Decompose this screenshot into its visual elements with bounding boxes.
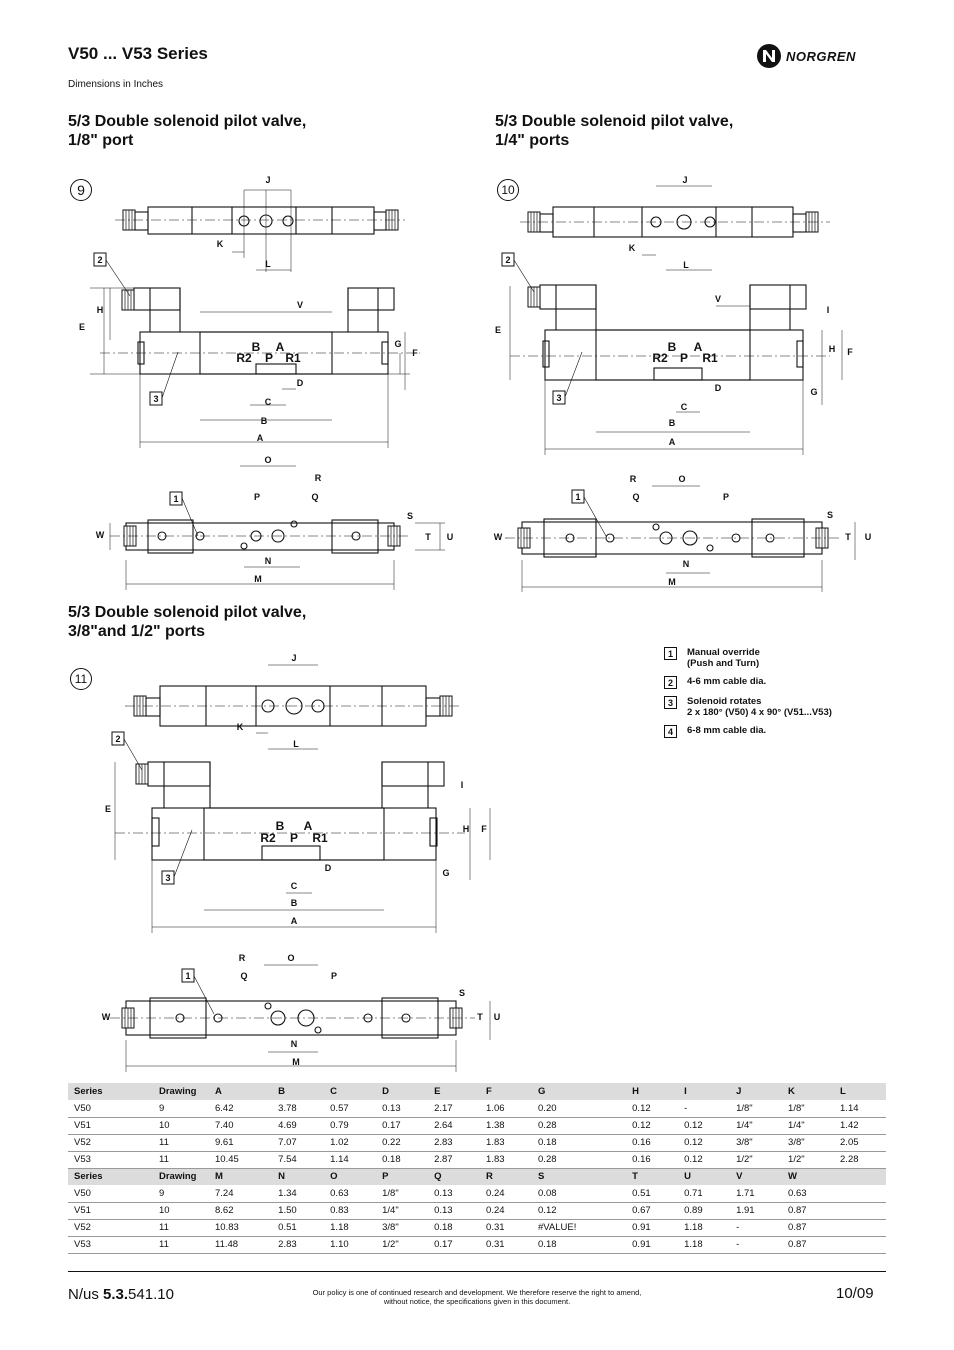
table-cell: 0.63 bbox=[782, 1185, 834, 1202]
leader-lines bbox=[106, 260, 606, 1014]
table-cell: 9 bbox=[153, 1185, 209, 1202]
svg-text:E: E bbox=[78, 322, 86, 332]
svg-text:O: O bbox=[287, 953, 295, 963]
table-cell: 2.05 bbox=[834, 1134, 886, 1151]
table-header-cell: P bbox=[376, 1168, 428, 1185]
table-header-row bbox=[68, 1168, 886, 1185]
table-header-cell: Drawing bbox=[153, 1168, 209, 1185]
svg-text:K: K bbox=[236, 722, 244, 732]
table-cell: 0.28 bbox=[532, 1117, 626, 1134]
callout-2-d9: 2 bbox=[97, 255, 103, 265]
table-cell: 0.20 bbox=[532, 1100, 626, 1117]
svg-text:N: N bbox=[682, 559, 690, 569]
table-cell: 1.38 bbox=[480, 1117, 532, 1134]
drawing-11-bottom-view bbox=[110, 965, 490, 1072]
svg-text:D: D bbox=[324, 863, 332, 873]
svg-text:S: S bbox=[458, 988, 466, 998]
svg-text:P: P bbox=[679, 351, 689, 365]
svg-text:R: R bbox=[238, 953, 246, 963]
table-row bbox=[68, 1185, 886, 1202]
footer-disclaimer: Our policy is one of continued research and development. We therefore reserve the right to amend, without notice, the specifications given in this document. bbox=[312, 1288, 642, 1306]
svg-text:J: J bbox=[265, 175, 271, 185]
table-cell: #VALUE! bbox=[532, 1219, 626, 1236]
table-cell bbox=[834, 1202, 886, 1219]
table-cell: 10 bbox=[153, 1117, 209, 1134]
svg-text:R2: R2 bbox=[652, 351, 668, 365]
svg-text:Q: Q bbox=[311, 492, 319, 502]
table-cell: 1/8" bbox=[376, 1185, 428, 1202]
svg-text:R2: R2 bbox=[236, 351, 252, 365]
table-cell: 7.07 bbox=[272, 1134, 324, 1151]
svg-text:T: T bbox=[425, 532, 431, 542]
svg-text:O: O bbox=[264, 455, 272, 465]
callout-2-d11: 2 bbox=[115, 734, 121, 744]
svg-text:J: J bbox=[291, 653, 297, 663]
table-cell: 1.50 bbox=[272, 1202, 324, 1219]
table-cell: 1.14 bbox=[324, 1151, 376, 1168]
page-title: V50 ... V53 Series bbox=[68, 44, 208, 63]
table-header-cell: M bbox=[209, 1168, 272, 1185]
table-cell: 0.71 bbox=[678, 1185, 730, 1202]
table-cell: 7.24 bbox=[209, 1185, 272, 1202]
table-cell: 0.87 bbox=[782, 1236, 834, 1253]
table-cell: 6.42 bbox=[209, 1100, 272, 1117]
table-row bbox=[68, 1134, 886, 1151]
drawing-9-bottom-view bbox=[110, 466, 445, 590]
table-header-cell: U bbox=[678, 1168, 730, 1185]
table-cell: 7.40 bbox=[209, 1117, 272, 1134]
callout-3-d9: 3 bbox=[153, 394, 159, 404]
table-cell: 0.17 bbox=[376, 1117, 428, 1134]
drawing-number-9: 9 bbox=[70, 179, 92, 201]
svg-text:N: N bbox=[264, 556, 272, 566]
table-header-cell: V bbox=[730, 1168, 782, 1185]
svg-text:M: M bbox=[254, 574, 262, 584]
svg-text:B: B bbox=[251, 340, 261, 354]
table-cell bbox=[834, 1236, 886, 1253]
table-cell: 0.57 bbox=[324, 1100, 376, 1117]
svg-text:B: B bbox=[275, 819, 285, 833]
svg-text:A: A bbox=[693, 340, 703, 354]
table-cell: 3/8" bbox=[730, 1134, 782, 1151]
table-cell: 1.83 bbox=[480, 1134, 532, 1151]
callout-1-d9: 1 bbox=[173, 494, 179, 504]
table-cell: 1.06 bbox=[480, 1100, 532, 1117]
drawing-10-top-view bbox=[520, 186, 830, 270]
svg-text:F: F bbox=[481, 824, 487, 834]
dimensions-table bbox=[68, 1083, 886, 1254]
table-cell: 3/8" bbox=[782, 1134, 834, 1151]
table-cell: 1.18 bbox=[678, 1219, 730, 1236]
table-cell: 0.12 bbox=[532, 1202, 626, 1219]
svg-text:K: K bbox=[216, 239, 224, 249]
table-header-row bbox=[68, 1083, 886, 1100]
section-title-11: 5/3 Double solenoid pilot valve, 3/8"and 1/2" ports bbox=[68, 604, 307, 640]
section-title-9: 5/3 Double solenoid pilot valve, 1/8" port bbox=[68, 113, 307, 149]
drawing-10-side-view bbox=[510, 285, 842, 455]
svg-text:I: I bbox=[460, 780, 464, 790]
svg-text:G: G bbox=[442, 868, 450, 878]
table-header-cell: G bbox=[532, 1083, 626, 1100]
table-cell: 0.63 bbox=[324, 1185, 376, 1202]
svg-text:S: S bbox=[406, 511, 414, 521]
table-cell: 0.67 bbox=[626, 1202, 678, 1219]
table-cell: 0.16 bbox=[626, 1151, 678, 1168]
callout-3-d10: 3 bbox=[556, 393, 562, 403]
table-cell: 1.91 bbox=[730, 1202, 782, 1219]
table-header-cell: A bbox=[209, 1083, 272, 1100]
svg-text:P: P bbox=[289, 831, 299, 845]
legend bbox=[664, 647, 894, 745]
section-title-10: 5/3 Double solenoid pilot valve, 1/4" ports bbox=[495, 113, 734, 149]
table-cell: 0.22 bbox=[376, 1134, 428, 1151]
table-cell: 1/8" bbox=[730, 1100, 782, 1117]
table-row bbox=[68, 1117, 886, 1134]
table-header-cell: E bbox=[428, 1083, 480, 1100]
table-cell: 0.24 bbox=[480, 1185, 532, 1202]
table-cell: 0.87 bbox=[782, 1219, 834, 1236]
svg-text:C: C bbox=[290, 881, 298, 891]
table-header-cell: B bbox=[272, 1083, 324, 1100]
footer-divider bbox=[68, 1271, 886, 1272]
table-cell: 2.83 bbox=[428, 1134, 480, 1151]
table-cell: 1/2" bbox=[782, 1151, 834, 1168]
svg-text:A: A bbox=[668, 437, 676, 447]
table-cell: 1/4" bbox=[376, 1202, 428, 1219]
drawing-number-11: 11 bbox=[70, 668, 92, 690]
table-cell: 1/8" bbox=[782, 1100, 834, 1117]
table-cell: 2.87 bbox=[428, 1151, 480, 1168]
table-header-cell: O bbox=[324, 1168, 376, 1185]
drawing-number-10: 10 bbox=[497, 179, 519, 201]
table-cell: 11.48 bbox=[209, 1236, 272, 1253]
svg-text:T: T bbox=[477, 1012, 483, 1022]
table-cell: 0.24 bbox=[480, 1202, 532, 1219]
table-cell: 0.91 bbox=[626, 1219, 678, 1236]
svg-text:F: F bbox=[847, 347, 853, 357]
table-cell: 0.17 bbox=[428, 1236, 480, 1253]
svg-text:C: C bbox=[264, 397, 272, 407]
table-cell: 10.83 bbox=[209, 1219, 272, 1236]
table-cell: 0.91 bbox=[626, 1236, 678, 1253]
table-cell: 0.18 bbox=[428, 1219, 480, 1236]
legend-item-2: 2 4-6 mm cable dia. bbox=[664, 676, 894, 689]
svg-text:I: I bbox=[826, 305, 830, 315]
svg-text:R1: R1 bbox=[285, 351, 301, 365]
legend-item-4: 4 6-8 mm cable dia. bbox=[664, 725, 894, 738]
table-cell: 9 bbox=[153, 1100, 209, 1117]
svg-text:Q: Q bbox=[632, 492, 640, 502]
table-cell: 1.18 bbox=[678, 1236, 730, 1253]
svg-text:D: D bbox=[714, 383, 722, 393]
table-header-cell: Drawing bbox=[153, 1083, 209, 1100]
svg-text:U: U bbox=[493, 1012, 501, 1022]
svg-text:W: W bbox=[101, 1012, 111, 1022]
svg-text:R: R bbox=[629, 474, 637, 484]
table-cell: 10.45 bbox=[209, 1151, 272, 1168]
table-cell: 0.79 bbox=[324, 1117, 376, 1134]
callout-numbers bbox=[97, 255, 580, 981]
table-header-cell: Series bbox=[68, 1083, 153, 1100]
svg-text:L: L bbox=[265, 259, 271, 269]
table-cell: 11 bbox=[153, 1151, 209, 1168]
table-cell: 0.12 bbox=[678, 1117, 730, 1134]
svg-text:V: V bbox=[714, 294, 722, 304]
svg-text:E: E bbox=[104, 804, 112, 814]
table-cell: 1.42 bbox=[834, 1117, 886, 1134]
table-cell: 9.61 bbox=[209, 1134, 272, 1151]
table-header-cell: J bbox=[730, 1083, 782, 1100]
table-header-cell: R bbox=[480, 1168, 532, 1185]
table-cell: V52 bbox=[68, 1219, 153, 1236]
table-cell: 2.17 bbox=[428, 1100, 480, 1117]
table-cell: - bbox=[678, 1100, 730, 1117]
table-row bbox=[68, 1100, 886, 1117]
table-row bbox=[68, 1151, 886, 1168]
svg-text:M: M bbox=[668, 577, 676, 587]
table-header-cell: F bbox=[480, 1083, 532, 1100]
table-cell: 1.34 bbox=[272, 1185, 324, 1202]
table-cell: 2.83 bbox=[272, 1236, 324, 1253]
svg-text:C: C bbox=[680, 402, 688, 412]
table-header-cell: N bbox=[272, 1168, 324, 1185]
table-cell: 4.69 bbox=[272, 1117, 324, 1134]
table-cell: V50 bbox=[68, 1185, 153, 1202]
callout-1-d11: 1 bbox=[185, 971, 191, 981]
svg-text:B: B bbox=[668, 418, 676, 428]
svg-text:L: L bbox=[683, 260, 689, 270]
table-cell: 11 bbox=[153, 1134, 209, 1151]
table-cell: V51 bbox=[68, 1117, 153, 1134]
table-cell: 0.12 bbox=[626, 1100, 678, 1117]
table-cell: - bbox=[730, 1219, 782, 1236]
svg-text:P: P bbox=[722, 492, 730, 502]
legend-item-1: 1 Manual override (Push and Turn) bbox=[664, 647, 894, 669]
svg-text:H: H bbox=[96, 305, 104, 315]
table-cell: 0.89 bbox=[678, 1202, 730, 1219]
table-row bbox=[68, 1236, 886, 1253]
svg-text:L: L bbox=[293, 739, 299, 749]
svg-text:V: V bbox=[296, 300, 304, 310]
brand-name: NORGREN bbox=[786, 48, 856, 64]
svg-text:A: A bbox=[275, 340, 285, 354]
svg-text:U: U bbox=[864, 532, 872, 542]
svg-text:S: S bbox=[826, 510, 834, 520]
table-cell: 11 bbox=[153, 1219, 209, 1236]
table-row bbox=[68, 1202, 886, 1219]
table-cell: 0.87 bbox=[782, 1202, 834, 1219]
table-cell: 0.12 bbox=[678, 1134, 730, 1151]
callout-1-d10: 1 bbox=[575, 492, 581, 502]
table-cell: 7.54 bbox=[272, 1151, 324, 1168]
table-cell: 0.12 bbox=[678, 1151, 730, 1168]
drawing-9-top-view bbox=[115, 190, 405, 272]
table-cell: 11 bbox=[153, 1236, 209, 1253]
svg-text:E: E bbox=[494, 325, 502, 335]
table-cell: 3/8" bbox=[376, 1219, 428, 1236]
table-cell: V53 bbox=[68, 1151, 153, 1168]
svg-text:G: G bbox=[394, 339, 402, 349]
table-cell: 1.02 bbox=[324, 1134, 376, 1151]
drawing-10-bottom-view bbox=[505, 486, 855, 592]
table-cell: 2.64 bbox=[428, 1117, 480, 1134]
table-cell: 1.71 bbox=[730, 1185, 782, 1202]
table-cell: 0.51 bbox=[626, 1185, 678, 1202]
table-cell: 10 bbox=[153, 1202, 209, 1219]
table-header-cell: I bbox=[678, 1083, 730, 1100]
table-cell bbox=[834, 1219, 886, 1236]
table-cell: 0.31 bbox=[480, 1236, 532, 1253]
table-header-cell: S bbox=[532, 1168, 626, 1185]
drawing-11-side-view bbox=[115, 762, 490, 933]
table-header-cell: Q bbox=[428, 1168, 480, 1185]
table-cell: 1.10 bbox=[324, 1236, 376, 1253]
table-row bbox=[68, 1219, 886, 1236]
table-cell: 0.51 bbox=[272, 1219, 324, 1236]
table-cell: 1.18 bbox=[324, 1219, 376, 1236]
svg-text:B: B bbox=[667, 340, 677, 354]
table-cell: 0.83 bbox=[324, 1202, 376, 1219]
svg-text:R2: R2 bbox=[260, 831, 276, 845]
svg-text:P: P bbox=[253, 492, 261, 502]
callout-3-d11: 3 bbox=[165, 873, 171, 883]
svg-text:B: B bbox=[260, 416, 268, 426]
drawing-11-top-view bbox=[125, 665, 460, 749]
table-cell: 0.18 bbox=[532, 1134, 626, 1151]
legend-item-3: 3 Solenoid rotates 2 x 180° (V50) 4 x 90° (V51...V53) bbox=[664, 696, 894, 718]
table-cell: 1/2" bbox=[376, 1236, 428, 1253]
table-cell: 0.28 bbox=[532, 1151, 626, 1168]
table-header-cell: W bbox=[782, 1168, 834, 1185]
table-cell: V53 bbox=[68, 1236, 153, 1253]
table-header-cell: L bbox=[834, 1083, 886, 1100]
table-cell: 2.28 bbox=[834, 1151, 886, 1168]
table-cell: 1.83 bbox=[480, 1151, 532, 1168]
svg-text:N: N bbox=[290, 1039, 298, 1049]
table-header-cell: C bbox=[324, 1083, 376, 1100]
svg-text:H: H bbox=[462, 824, 470, 834]
table-cell: 0.13 bbox=[428, 1185, 480, 1202]
table-cell: 1.14 bbox=[834, 1100, 886, 1117]
table-cell: 1/4" bbox=[730, 1117, 782, 1134]
svg-text:F: F bbox=[412, 348, 418, 358]
table-cell: 0.18 bbox=[376, 1151, 428, 1168]
svg-text:B: B bbox=[290, 898, 298, 908]
svg-text:P: P bbox=[330, 971, 338, 981]
svg-text:A: A bbox=[303, 819, 313, 833]
svg-text:R: R bbox=[314, 473, 322, 483]
table-cell: 0.13 bbox=[428, 1202, 480, 1219]
table-cell: 0.31 bbox=[480, 1219, 532, 1236]
table-cell bbox=[834, 1185, 886, 1202]
svg-text:A: A bbox=[256, 433, 264, 443]
drawing-9-side-view bbox=[90, 288, 420, 448]
table-cell: - bbox=[730, 1236, 782, 1253]
table-cell: 0.18 bbox=[532, 1236, 626, 1253]
table-header-cell: D bbox=[376, 1083, 428, 1100]
svg-text:Q: Q bbox=[240, 971, 248, 981]
table-header-cell: K bbox=[782, 1083, 834, 1100]
svg-text:A: A bbox=[290, 916, 298, 926]
table-cell: 1/2" bbox=[730, 1151, 782, 1168]
table-header-cell bbox=[834, 1168, 886, 1185]
svg-text:O: O bbox=[678, 474, 686, 484]
svg-text:U: U bbox=[446, 532, 454, 542]
svg-text:J: J bbox=[682, 175, 688, 185]
table-cell: 0.08 bbox=[532, 1185, 626, 1202]
table-cell: 0.12 bbox=[626, 1117, 678, 1134]
callout-2-d10: 2 bbox=[505, 255, 511, 265]
svg-text:R1: R1 bbox=[702, 351, 718, 365]
table-header-cell: T bbox=[626, 1168, 678, 1185]
svg-text:K: K bbox=[628, 243, 636, 253]
page-subtitle: Dimensions in Inches bbox=[68, 79, 164, 90]
svg-text:R1: R1 bbox=[312, 831, 328, 845]
svg-text:M: M bbox=[292, 1057, 300, 1067]
table-cell: 1/4" bbox=[782, 1117, 834, 1134]
table-cell: 8.62 bbox=[209, 1202, 272, 1219]
table-header-cell: Series bbox=[68, 1168, 153, 1185]
table-cell: 0.16 bbox=[626, 1134, 678, 1151]
svg-text:T: T bbox=[845, 532, 851, 542]
table-header-cell: H bbox=[626, 1083, 678, 1100]
table-cell: 0.13 bbox=[376, 1100, 428, 1117]
document-code: N/us 5.3.541.10 bbox=[68, 1286, 174, 1303]
table-cell: V52 bbox=[68, 1134, 153, 1151]
table-cell: 3.78 bbox=[272, 1100, 324, 1117]
svg-text:W: W bbox=[493, 532, 503, 542]
document-date: 10/09 bbox=[836, 1285, 874, 1302]
svg-text:G: G bbox=[810, 387, 818, 397]
table-cell: V50 bbox=[68, 1100, 153, 1117]
svg-text:H: H bbox=[828, 344, 836, 354]
svg-text:W: W bbox=[95, 530, 105, 540]
svg-text:D: D bbox=[296, 378, 304, 388]
svg-text:P: P bbox=[264, 351, 274, 365]
table-cell: V51 bbox=[68, 1202, 153, 1219]
